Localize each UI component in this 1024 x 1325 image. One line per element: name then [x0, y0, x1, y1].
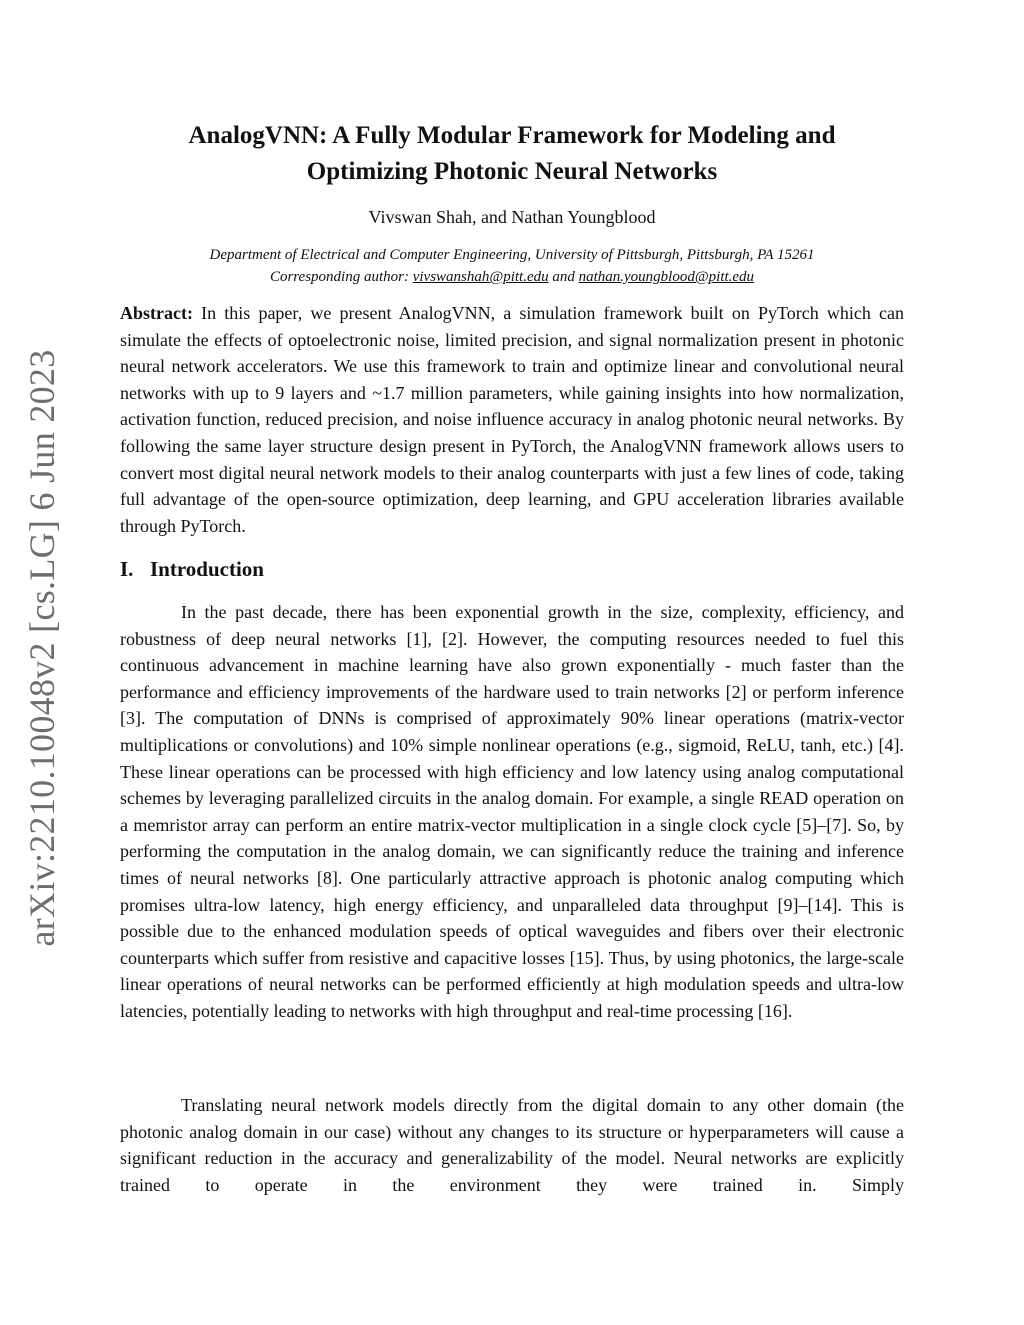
email-link-1[interactable]: vivswanshah@pitt.edu	[412, 269, 549, 285]
section-heading-introduction	[120, 554, 904, 584]
email-link-2[interactable]: nathan.youngblood@pitt.edu	[578, 269, 755, 285]
corresponding-author-prefix: Corresponding author:	[269, 269, 413, 285]
corresponding-author-conjunction: and	[548, 269, 579, 285]
arxiv-identifier-stamp: arXiv:2210.10048v2 [cs.LG] 6 Jun 2023	[22, 349, 62, 947]
introduction-paragraph-2: Translating neural network models directly from the digital domain to any other domain (the photonic analog domain in our case) without any changes to its structure or hyperparameters will cause a significant reduction in the accuracy and generalizability of the model. Neural networks are explicitly trained to operate in the environment they were trained in. Simply	[120, 1095, 904, 1195]
affiliation-line: Department of Electrical and Computer Engineering, University of Pittsburgh, Pittsburgh, PA 15261	[209, 247, 815, 263]
section-number: I.	[120, 557, 134, 581]
section-title: Introduction	[150, 557, 264, 581]
abstract-label: Abstract:	[120, 303, 193, 323]
paper-title	[120, 118, 904, 190]
paper-authors: Vivswan Shah, and Nathan Youngblood	[368, 207, 656, 227]
abstract-section	[120, 300, 904, 539]
introduction-paragraph-1: In the past decade, there has been exponential growth in the size, complexity, efficiency, and robustness of deep neural networks [1], [2]. However, the computing resources needed to fuel this continuous advancement in machine learning have also grown exponentially - much faster than the performance and efficiency improvements of the hardware used to train networks [2] or perform inference [3]. The computation of DNNs is comprised of approximately 90% linear operations (matrix-vector multiplications or convolutions) and 10% simple nonlinear operations (e.g., sigmoid, ReLU, tanh, etc.) [4]. These linear operations can be processed with high efficiency and low latency using analog computational schemes by leveraging parallelized circuits in the analog domain. For example, a single READ operation on a memristor array can perform an entire matrix-vector multiplication in a single clock cycle [5]–[7]. So, by performing the computation in the analog domain, we can significantly reduce the training and inference times of neural networks [8]. One particularly attractive approach is photonic analog computing which promises ultra-low latency, high energy efficiency, and unparalleled data throughput [9]–[14]. This is possible due to the enhanced modulation speeds of optical waveguides and fibers over their electronic counterparts which suffer from resistive and capacitive losses [15]. Thus, by using photonics, the large-scale linear operations of neural networks can be performed efficiently at high modulation speeds and ultra-low latencies, potentially leading to networks with high throughput and real-time processing [16].	[120, 602, 904, 1021]
paper-title-line-2: Optimizing Photonic Neural Networks	[306, 158, 718, 185]
corresponding-author-line	[120, 266, 904, 288]
abstract-text: In this paper, we present AnalogVNN, a simulation framework built on PyTorch which can simulate the effects of optoelectronic noise, limited precision, and signal normalization present in photonic neural network accelerators. We use this framework to train and optimize linear and convolutional neural networks with up to 9 layers and ~1.7 million parameters, while gaining insights into how normalization, activation function, reduced precision, and noise influence accuracy in analog photonic neural networks. By following the same layer structure design present in PyTorch, the AnalogVNN framework allows users to convert most digital neural network models to their analog counterparts with just a few lines of code, taking full advantage of the open-source optimization, deep learning, and GPU acceleration libraries available through PyTorch.	[120, 303, 904, 536]
paper-affiliation-block	[120, 244, 904, 288]
paper-title-line-1: AnalogVNN: A Fully Modular Framework for Modeling and	[188, 122, 836, 149]
